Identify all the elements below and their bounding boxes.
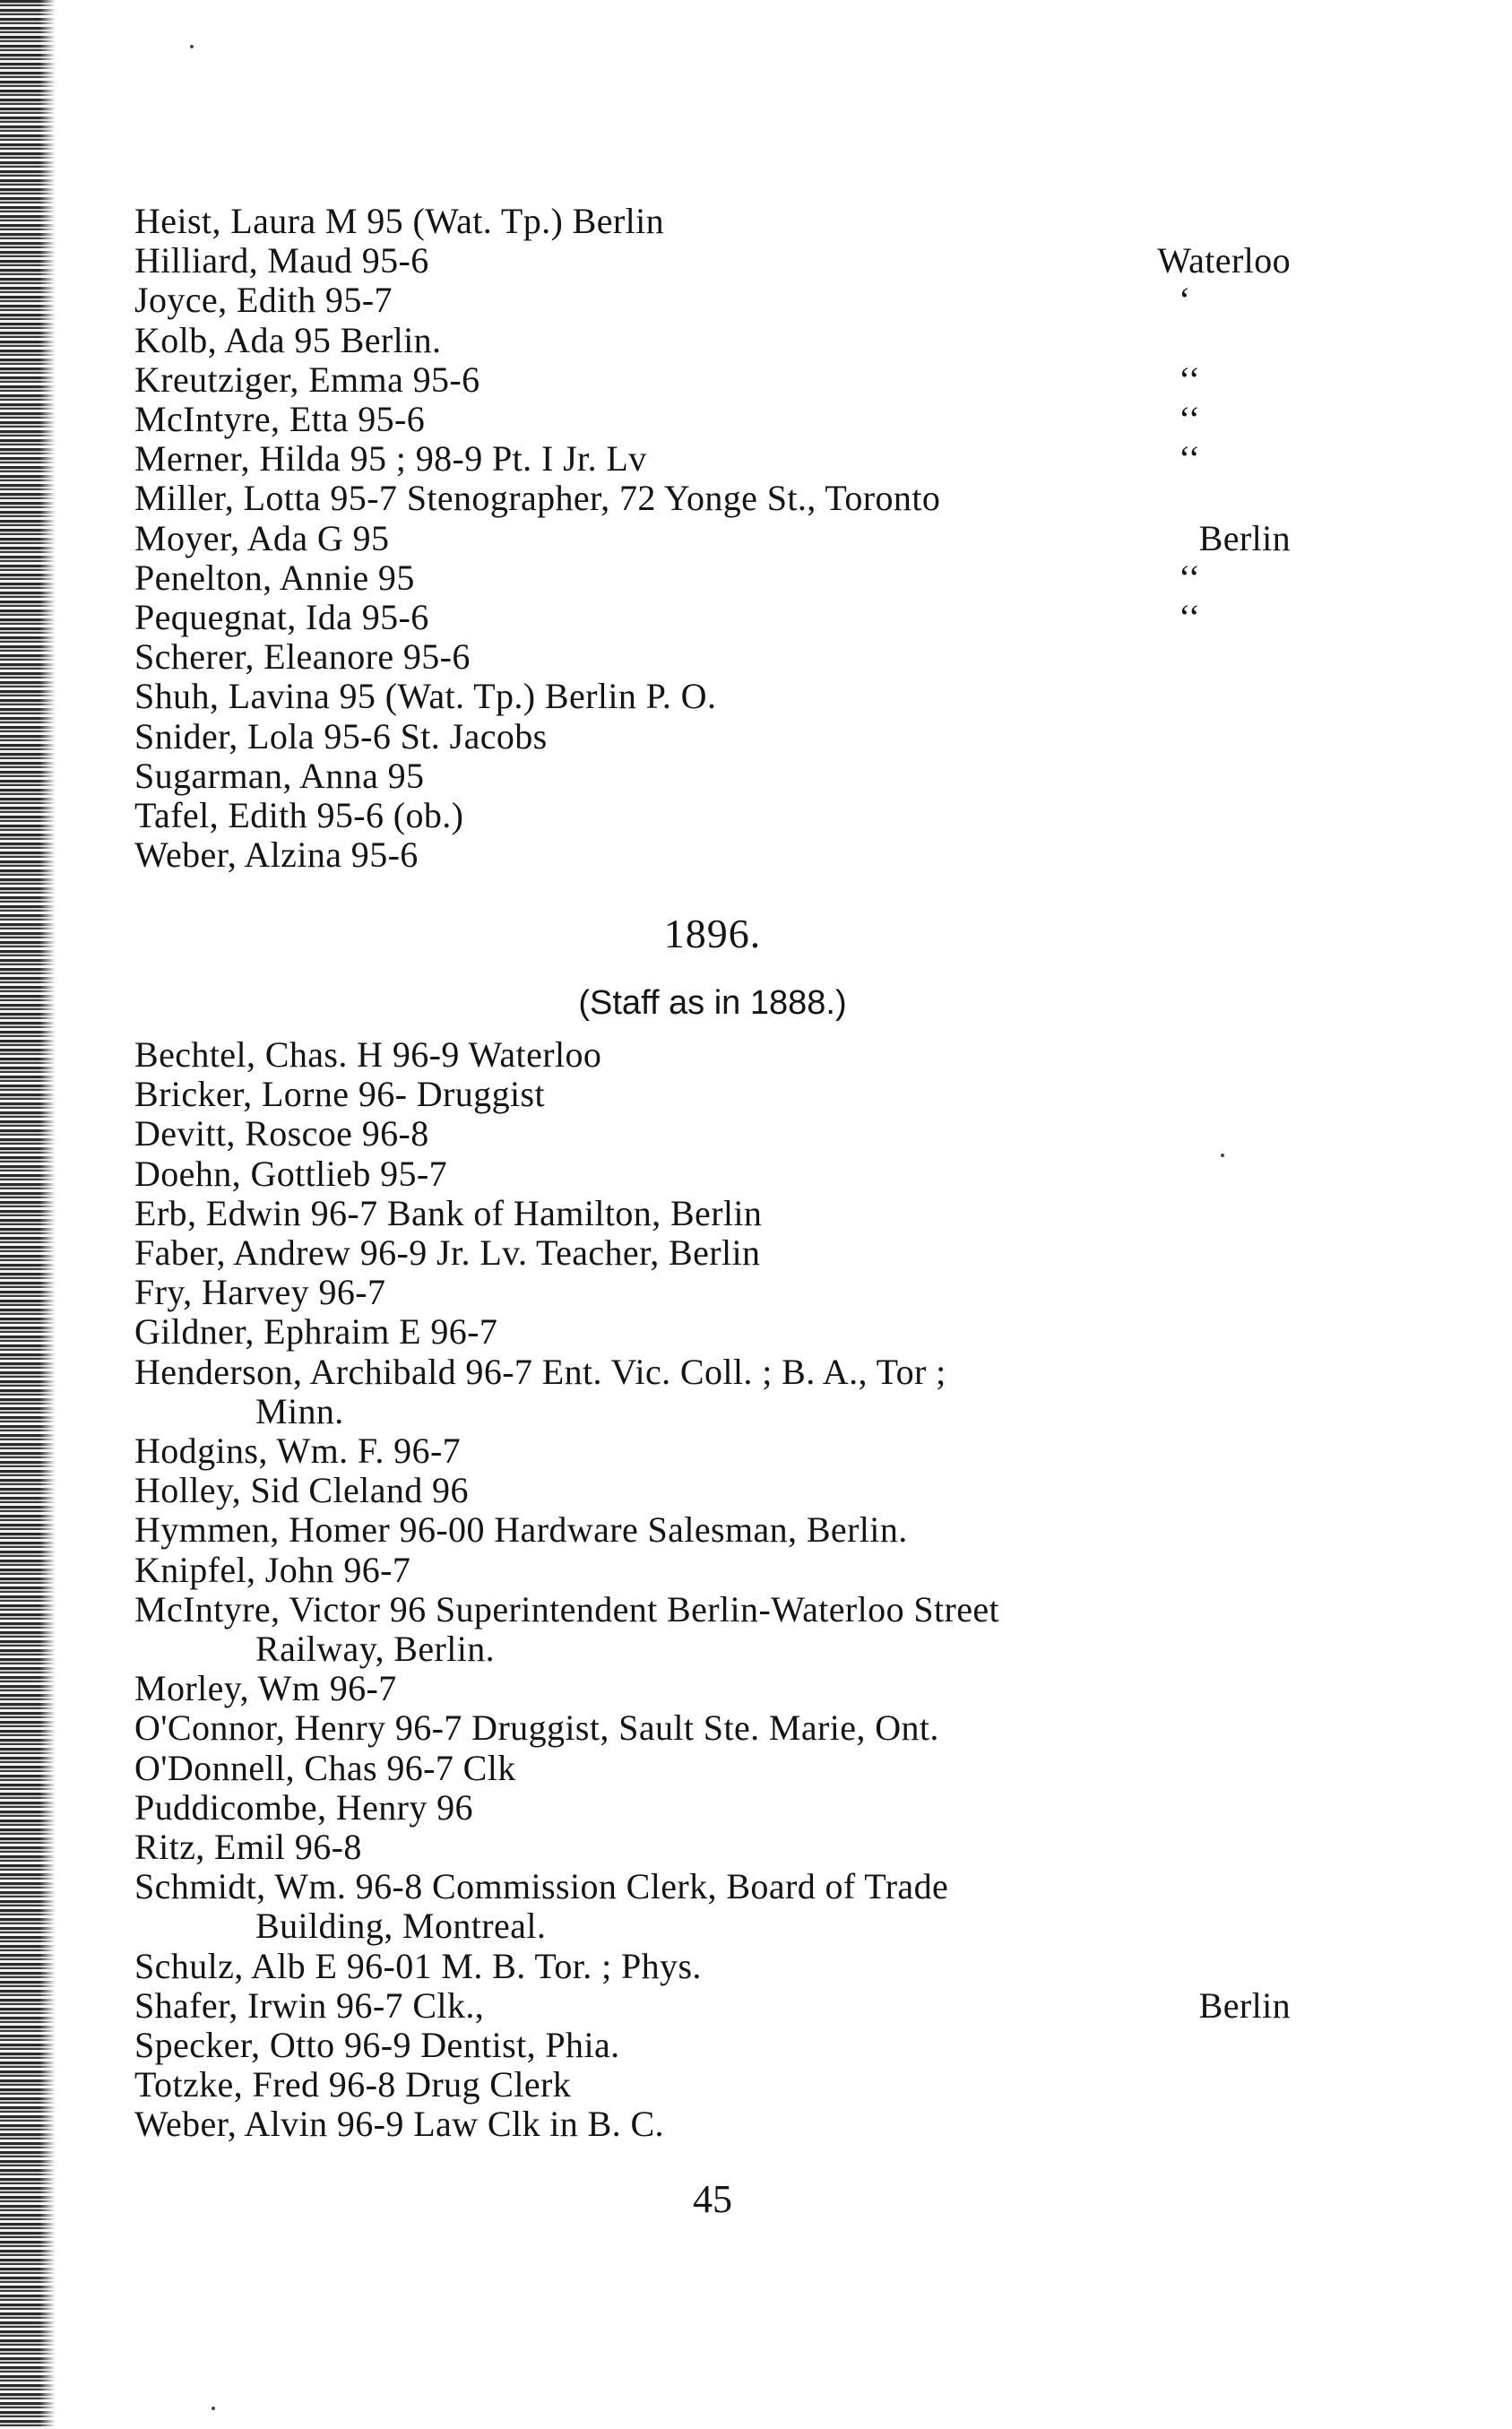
entry-text: Sugarman, Anna 95 (134, 755, 425, 796)
entry-text: Heist, Laura M 95 (Wat. Tp.) Berlin (134, 201, 665, 241)
entry-text: Tafel, Edith 95-6 (ob.) (134, 795, 464, 835)
entry-text: Weber, Alvin 96-9 Law Clk in B. C. (134, 2104, 664, 2145)
entry-text: Merner, Hilda 95 ; 98-9 Pt. I Jr. Lv (134, 438, 647, 480)
entry-location: Berlin (1198, 1984, 1291, 2026)
directory-entry (134, 1510, 1291, 1550)
directory-entry (134, 1114, 1291, 1154)
entry-text: Totzke, Fred 96-8 Drug Clerk (134, 2064, 572, 2105)
directory-entry (134, 637, 1291, 677)
directory-entry (134, 1273, 1291, 1312)
directory-entry (134, 756, 1291, 796)
ditto-mark: ‘ (1179, 280, 1191, 321)
directory-entry (134, 202, 1291, 241)
entry-text: Kolb, Ada 95 Berlin. (134, 319, 442, 360)
entry-continuation-line (255, 1906, 1291, 1946)
entry-text: Minn. (255, 1390, 344, 1431)
directory-entry (134, 1075, 1291, 1114)
directory-entry (134, 1749, 1291, 1788)
entry-text: Moyer, Ada G 95 (134, 517, 390, 558)
entry-text: Scherer, Eleanore 95-6 (134, 636, 471, 678)
entry-text: Penelton, Annie 95 (134, 557, 415, 598)
directory-entry (134, 717, 1291, 756)
directory-entry (134, 479, 1291, 518)
directory-entry (134, 1471, 1291, 1510)
entry-text: Joyce, Edith 95-7 (134, 280, 393, 321)
entry-text: Gildner, Ephraim E 96-7 (134, 1311, 498, 1353)
entry-text: Pequegnat, Ida 95-6 (134, 597, 429, 637)
ditto-mark: ‘‘ (1179, 438, 1201, 480)
directory-entry (134, 400, 1291, 439)
entry-location: Waterloo (1157, 240, 1291, 281)
entry-text: Hymmen, Homer 96-00 Hardware Salesman, Berlin. (134, 1509, 908, 1551)
directory-entry (134, 1035, 1291, 1075)
entry-text: Ritz, Emil 96-8 (134, 1827, 362, 1867)
entry-text: Morley, Wm 96-7 (134, 1668, 397, 1709)
ditto-mark: ‘‘ (1179, 557, 1201, 598)
entry-text: Fry, Harvey 96-7 (134, 1272, 386, 1313)
directory-entry (134, 1590, 1291, 1629)
entry-text: Hilliard, Maud 95-6 (134, 240, 429, 281)
directory-entry (134, 2065, 1291, 2105)
entry-text: Miller, Lotta 95-7 Stenographer, 72 Yonge St., Toronto (134, 478, 941, 519)
directory-entry (134, 1986, 1291, 2026)
directory-entry (134, 281, 1291, 320)
entry-text: Erb, Edwin 96-7 Bank of Hamilton, Berlin (134, 1192, 763, 1233)
entry-text: Bechtel, Chas. H 96-9 Waterloo (134, 1034, 602, 1075)
section-year-heading: 1896. (663, 911, 762, 956)
directory-entry (134, 677, 1291, 716)
entry-text: Kreutziger, Emma 95-6 (134, 359, 480, 400)
entry-text: Building, Montreal. (255, 1906, 547, 1947)
directory-entry (134, 2026, 1291, 2065)
entry-text: Doehn, Gottlieb 95-7 (134, 1153, 448, 1194)
directory-entry (134, 558, 1291, 598)
directory-entry (134, 1708, 1291, 1748)
directory-entry (134, 321, 1291, 360)
entry-text: Schulz, Alb E 96-01 M. B. Tor. ; Phys. (134, 1945, 702, 1986)
book-binding-edge (0, 0, 56, 2429)
entry-text: Puddicombe, Henry 96 (134, 1786, 473, 1828)
entry-text: Henderson, Archibald 96-7 Ent. Vic. Coll. ; B. A., Tor ; (134, 1351, 946, 1392)
directory-entry (134, 796, 1291, 835)
directory-entry (134, 1233, 1291, 1273)
directory-entry (134, 360, 1291, 400)
staff-note: (Staff as in 1888.) (578, 984, 847, 1022)
directory-entry (134, 1194, 1291, 1233)
directory-entry (134, 1669, 1291, 1708)
directory-entry (134, 598, 1291, 637)
entry-continuation-line (255, 1392, 1291, 1431)
ditto-mark: ‘‘ (1179, 399, 1201, 439)
entry-text: Snider, Lola 95-6 St. Jacobs (134, 715, 548, 756)
ditto-mark: ‘‘ (1179, 597, 1201, 637)
entry-text: Schmidt, Wm. 96-8 Commission Clerk, Board of Trade (134, 1866, 949, 1907)
page-number: 45 (693, 2177, 732, 2221)
page-content (134, 0, 1291, 2429)
entry-text: Shafer, Irwin 96-7 Clk., (134, 1984, 485, 2026)
entry-text: Holley, Sid Cleland 96 (134, 1470, 469, 1511)
ditto-mark: ‘‘ (1179, 359, 1201, 400)
entry-text: Specker, Otto 96-9 Dentist, Phia. (134, 2025, 620, 2065)
directory-entry (134, 835, 1291, 875)
entry-text: Faber, Andrew 96-9 Jr. Lv. Teacher, Berlin (134, 1232, 761, 1273)
directory-entry (134, 1828, 1291, 1867)
directory-entry (134, 519, 1291, 558)
directory-entry (134, 1154, 1291, 1194)
entry-continuation-line (255, 1629, 1291, 1669)
entry-text: O'Connor, Henry 96-7 Druggist, Sault Ste. Marie, Ont. (134, 1707, 939, 1749)
entry-text: Shuh, Lavina 95 (Wat. Tp.) Berlin P. O. (134, 676, 717, 717)
directory-entry (134, 1431, 1291, 1471)
directory-entry (134, 1788, 1291, 1828)
directory-entry (134, 1867, 1291, 1906)
directory-entry (134, 1947, 1291, 1986)
directory-entry (134, 1551, 1291, 1590)
directory-entry (134, 241, 1291, 281)
entry-text: Hodgins, Wm. F. 96-7 (134, 1431, 462, 1471)
entry-location: Berlin (1198, 517, 1291, 558)
entry-text: McIntyre, Victor 96 Superintendent Berlin-Waterloo Street (134, 1588, 1000, 1629)
entry-text: Bricker, Lorne 96- Druggist (134, 1074, 545, 1115)
entry-text: O'Donnell, Chas 96-7 Clk (134, 1747, 516, 1788)
directory-entry (134, 1312, 1291, 1352)
directory-entry (134, 1353, 1291, 1392)
entry-text: Devitt, Roscoe 96-8 (134, 1113, 429, 1154)
entry-text: Weber, Alzina 95-6 (134, 834, 419, 876)
entry-text: Knipfel, John 96-7 (134, 1549, 411, 1590)
entry-text: McIntyre, Etta 95-6 (134, 399, 426, 439)
entry-text: Railway, Berlin. (255, 1629, 496, 1669)
directory-entry (134, 439, 1291, 479)
directory-entry (134, 2105, 1291, 2144)
